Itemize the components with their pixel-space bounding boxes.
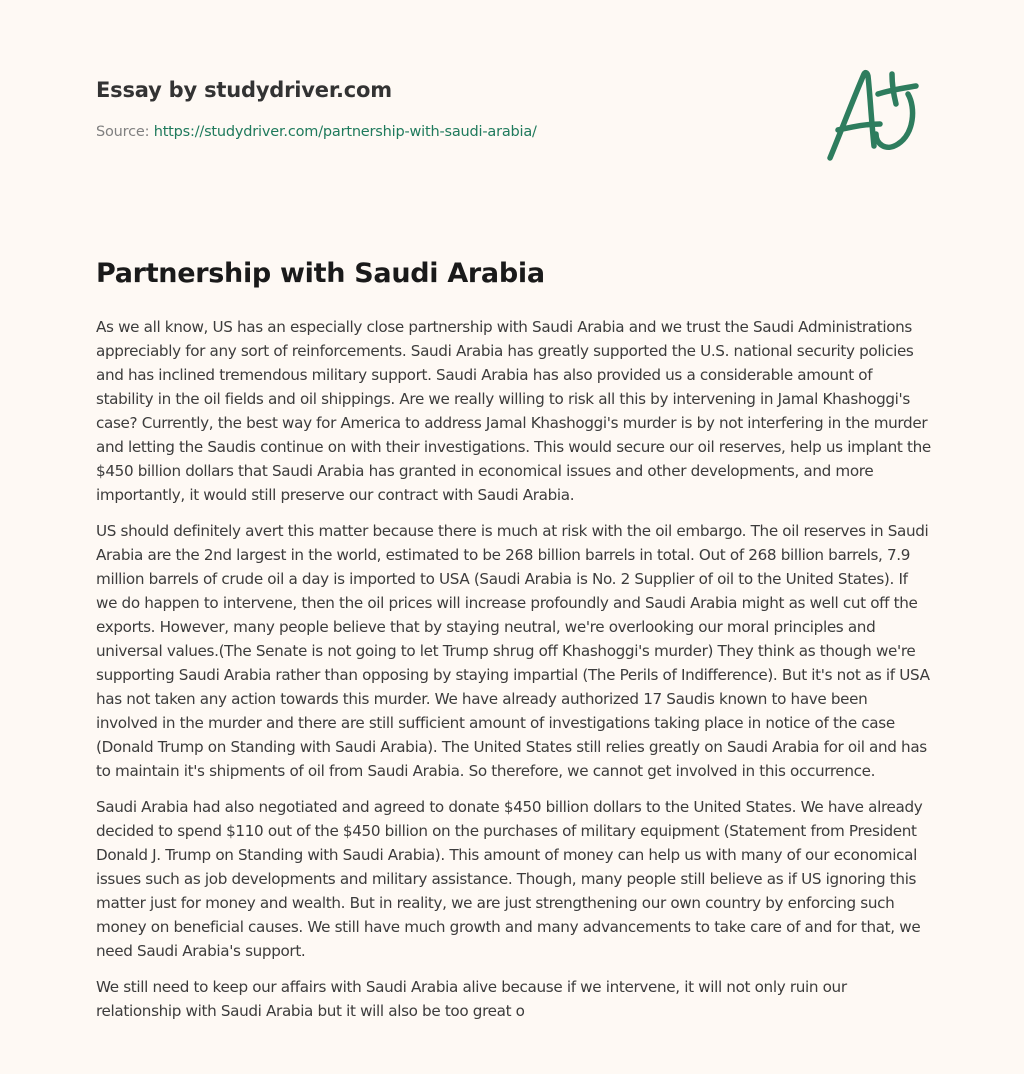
- source-label: Source:: [96, 124, 154, 140]
- essay-body: [96, 315, 932, 1035]
- essay-title: Partnership with Saudi Arabia: [96, 258, 545, 289]
- a-plus-logo-svg: [818, 64, 930, 168]
- source-link[interactable]: https://studydriver.com/partnership-with-saudi-arabia/: [153, 124, 537, 140]
- essay-paragraph: As we all know, US has an especially close partnership with Saudi Arabia and we trust the Saudi Administrations appreciably for any sort of reinforcements. Saudi Arabia has greatly supported the U.S. national security policies and has inclined tremendous military support. Saudi Arabia has also provided us a considerable amount of stability in the oil fields and oil shippings. Are we really willing to risk all this by intervening in Jamal Khashoggi's case? Currently, the best way for America to address Jamal Khashoggi's murder is by not interfering in the murder and letting the Saudis continue on with their investigations. This would secure our oil reserves, help us implant the $450 billion dollars that Saudi Arabia has granted in economical issues and other developments, and more importantly, it would still preserve our contract with Saudi Arabia.: [96, 318, 931, 504]
- source-line: [96, 122, 796, 142]
- a-plus-grade-icon: [818, 64, 930, 168]
- brand-title: Essay by studydriver.com: [96, 78, 392, 102]
- essay-paragraph: US should definitely avert this matter because there is much at risk with the oil embargo. The oil reserves in Saudi Arabia are the 2nd largest in the world, estimated to be 268 billion barrels in total. Out of 268 billion barrels, 7.9 million barrels of crude oil a day is imported to USA (Saudi Arabia is No. 2 Supplier of oil to the United States). If we do happen to intervene, then the oil prices will increase profoundly and Saudi Arabia might as well cut off the exports. However, many people believe that by staying neutral, we're overlooking our moral principles and universal values.(The Senate is not going to let Trump shrug off Khashoggi's murder) They think as though we're supporting Saudi Arabia rather than opposing by staying impartial (The Perils of Indifference). But it's not as if USA has not taken any action towards this murder. We have already authorized 17 Saudis known to have been involved in the murder and there are still sufficient amount of investigations taking place in notice of the case (Donald Trump on Standing with Saudi Arabia). The United States still relies greatly on Saudi Arabia for oil and has to maintain it's shipments of oil from Saudi Arabia. So therefore, we cannot get involved in this occurrence.: [96, 522, 930, 780]
- essay-paragraph: We still need to keep our affairs with Saudi Arabia alive because if we intervene, it will not only ruin our relationship with Saudi Arabia but it will also be too great o: [96, 978, 847, 1020]
- essay-paragraph: Saudi Arabia had also negotiated and agreed to donate $450 billion dollars to the United States. We have already decided to spend $110 out of the $450 billion on the purchases of military equipment (Statement from President Donald J. Trump on Standing with Saudi Arabia). This amount of money can help us with many of our economical issues such as job developments and military assistance. Though, many people still believe as if US ignoring this matter just for money and wealth. But in reality, we are just strengthening our own country by enforcing such money on beneficial causes. We still have much growth and many advancements to take care of and for that, we need Saudi Arabia's support.: [96, 798, 923, 960]
- page-header: [96, 76, 796, 142]
